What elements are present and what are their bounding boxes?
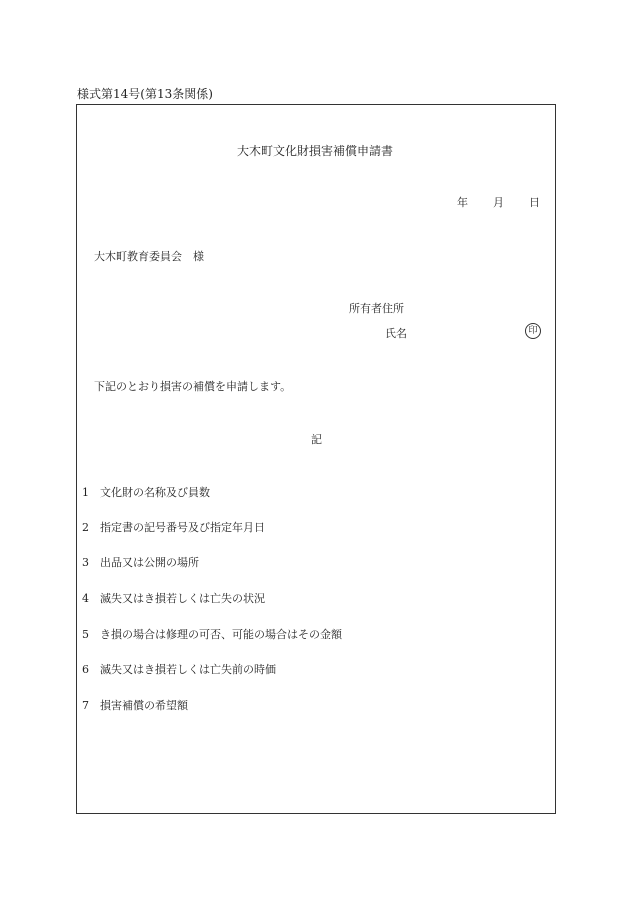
list-item: 4 滅失又はき損若しくは亡失の状況 (82, 592, 265, 605)
owner-address-label: 所有者住所 (349, 302, 404, 315)
document-title: 大木町文化財損害補償申請書 (236, 144, 393, 158)
list-item: 6 滅失又はき損若しくは亡失前の時価 (82, 663, 276, 676)
date-month-label: 月 (493, 196, 504, 209)
list-item: 7 損害補償の希望額 (82, 699, 188, 712)
addressee: 大木町教育委員会 様 (94, 250, 204, 263)
request-text: 下記のとおり損害の補償を申請します。 (94, 380, 292, 393)
owner-name-label: 氏名 (385, 327, 407, 340)
list-item: 3 出品又は公開の場所 (82, 556, 199, 569)
list-item: 2 指定書の記号番号及び指定年月日 (82, 521, 265, 534)
date-day-label: 日 (529, 196, 540, 209)
date-year-label: 年 (457, 196, 468, 209)
ki-heading: 記 (311, 433, 322, 446)
form-number-label: 様式第14号(第13条関係) (77, 87, 213, 101)
list-item: 5 き損の場合は修理の可否、可能の場合はその金額 (82, 628, 342, 641)
list-item: 1 文化財の名称及び員数 (82, 486, 210, 499)
seal-mark: 印 (525, 323, 541, 339)
